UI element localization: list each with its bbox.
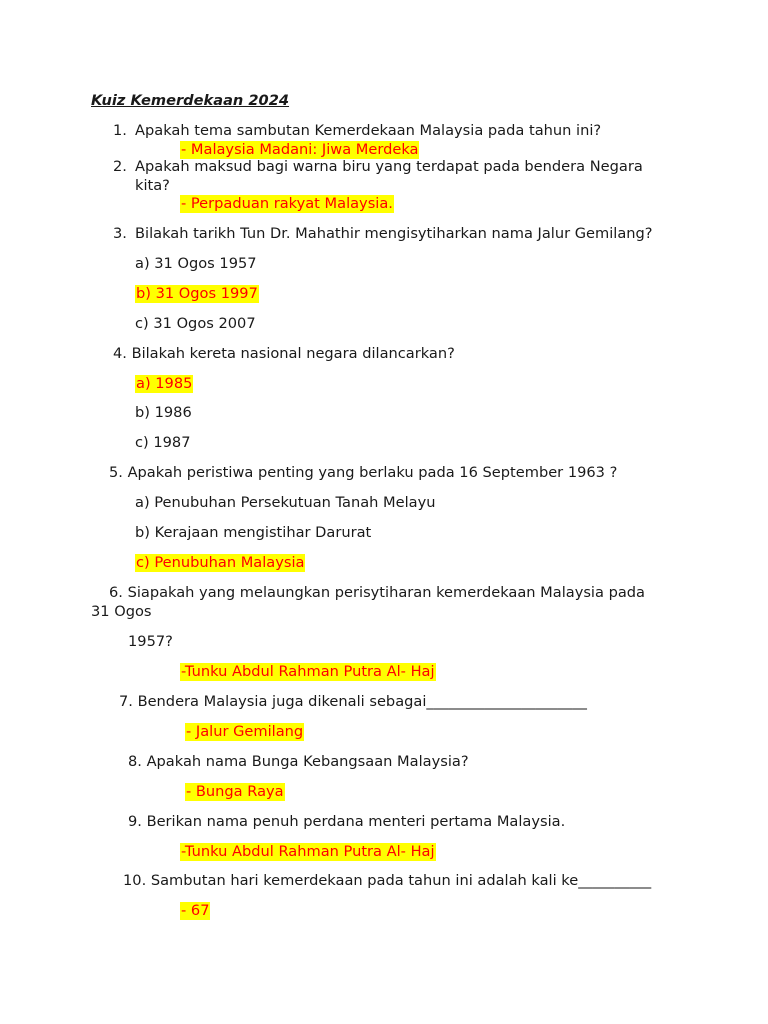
q1-answer: - Malaysia Madani: Jiwa Merdeka	[181, 141, 419, 158]
q2-text-line1: Apakah maksud bagi warna biru yang terdapat pada bendera Negara	[135, 158, 643, 175]
q6-answer: -Tunku Abdul Rahman Putra Al- Haj	[181, 663, 435, 680]
q6-text-line1: 6. Siapakah yang melaungkan perisytiharan kemerdekaan Malaysia pada	[109, 584, 645, 601]
q10-answer: - 67	[181, 902, 210, 919]
q4-option-a-answer: a) 1985	[136, 375, 193, 392]
q1-text: Apakah tema sambutan Kemerdekaan Malaysia pada tahun ini?	[135, 122, 602, 139]
q6-text-line2: 31 Ogos	[91, 603, 152, 620]
q9-text: 9. Berikan nama penuh perdana menteri pertama Malaysia.	[128, 813, 566, 830]
q2-text-line2: kita?	[135, 177, 170, 194]
q8-answer: - Bunga Raya	[186, 783, 284, 800]
q7-answer: - Jalur Gemilang	[186, 723, 304, 740]
q4-option-c: c) 1987	[135, 434, 191, 451]
q5-text: 5. Apakah peristiwa penting yang berlaku pada 16 September 1963 ?	[109, 464, 618, 481]
q3-option-c: c) 31 Ogos 2007	[135, 315, 256, 332]
q5-option-b: b) Kerajaan mengistihar Darurat	[135, 524, 372, 541]
q2-answer: - Perpaduan rakyat Malaysia.	[181, 195, 393, 212]
q8-text: 8. Apakah nama Bunga Kebangsaan Malaysia?	[128, 753, 469, 770]
q4-option-b: b) 1986	[135, 404, 192, 421]
q5-option-a: a) Penubuhan Persekutuan Tanah Melayu	[135, 494, 436, 511]
q3-text: Bilakah tarikh Tun Dr. Mahathir mengisytiharkan nama Jalur Gemilang?	[135, 225, 653, 242]
q6-text-line3: 1957?	[128, 633, 173, 650]
q3-option-a: a) 31 Ogos 1957	[135, 255, 257, 272]
q4-text: 4. Bilakah kereta nasional negara dilancarkan?	[113, 345, 455, 362]
q1-number: 1.	[113, 122, 127, 139]
q3-option-b-answer: b) 31 Ogos 1997	[136, 285, 258, 302]
q9-answer: -Tunku Abdul Rahman Putra Al- Haj	[181, 843, 435, 860]
q7-text: 7. Bendera Malaysia juga dikenali sebagai______________________	[119, 693, 587, 710]
q5-option-c-answer: c) Penubuhan Malaysia	[136, 554, 305, 571]
q10-text: 10. Sambutan hari kemerdekaan pada tahun ini adalah kali ke__________	[123, 872, 652, 889]
q3-number: 3.	[113, 225, 127, 242]
q2-number: 2.	[113, 158, 127, 175]
document-title: Kuiz Kemerdekaan 2024	[91, 92, 290, 109]
